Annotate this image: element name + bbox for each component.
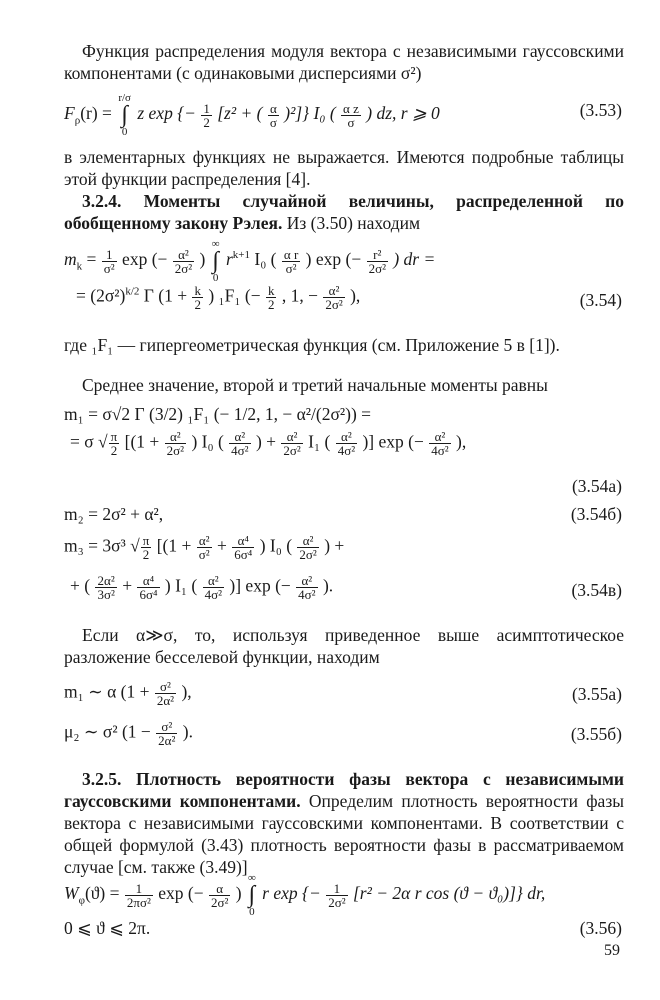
fraction xyxy=(102,248,117,275)
eq-text: ). xyxy=(322,575,334,596)
fraction xyxy=(197,534,212,561)
equation-3-53 xyxy=(64,92,440,138)
integral-sign: ∞ ∫ 0 xyxy=(211,238,220,284)
denominator: 2σ² xyxy=(210,894,229,910)
numerator: α² xyxy=(203,574,224,588)
eq-text: ) ₁F₁ (− xyxy=(208,285,261,306)
numerator: α z xyxy=(343,100,359,116)
equation-m1-line1: m₁ = σ√2 Γ (3/2) ₁F₁ (− 1/2, 1, − α²/(2σ²)) = xyxy=(64,404,372,424)
denominator: 2σ² xyxy=(325,297,343,312)
integral-sign: r/σ ∫ 0 xyxy=(118,92,131,138)
numerator: σ² xyxy=(155,680,176,694)
denominator: σ² xyxy=(285,260,297,276)
eq-text: z exp {− xyxy=(137,103,196,124)
fraction xyxy=(192,284,203,311)
int-lower: 0 xyxy=(249,906,255,918)
eq-text: k+1 xyxy=(232,249,250,262)
numerator: α r xyxy=(283,246,299,262)
denominator: 2 xyxy=(110,443,118,458)
equation-3-56-range: 0 ⩽ ϑ ⩽ 2π. xyxy=(64,918,151,938)
eq-text: r xyxy=(225,249,233,270)
eq-text: [(1 + xyxy=(124,431,160,452)
fraction xyxy=(232,534,254,561)
denominator: 4σ² xyxy=(298,587,316,602)
eq-text: [r² − 2α r cos (ϑ − ϑ₀)]} dr, xyxy=(352,883,546,904)
page-number: 59 xyxy=(604,942,620,959)
equation-m3-line2 xyxy=(70,574,333,601)
denominator: 6σ⁴ xyxy=(234,547,253,562)
integral-sign: ∞ ∫ 0 xyxy=(247,872,256,918)
paragraph-asymptotic: Если α≫σ, то, используя приведенное выше асимптотическое разложение бесселевой функции, находим xyxy=(64,625,624,667)
numerator: α² xyxy=(336,430,357,444)
eq-text: ) xyxy=(235,883,242,904)
section-heading: 3.2.5. Плотность вероятности фазы вектора с независимыми гауссовскими компонентами. xyxy=(64,769,624,811)
eq-text: ) I₁ ( xyxy=(164,575,198,596)
eq-text: I₁ ( xyxy=(308,431,331,452)
denominator: 2πσ² xyxy=(126,894,151,910)
fraction xyxy=(367,248,388,275)
int-upper: r/σ xyxy=(118,92,131,104)
numerator: α² xyxy=(165,430,186,444)
numerator: α² xyxy=(173,248,194,262)
eq-text: [(1 + xyxy=(156,535,192,556)
eq-text: exp (− xyxy=(158,883,204,904)
numerator: 2α² xyxy=(95,574,116,588)
eq-text: ), xyxy=(181,681,192,702)
denominator: σ² xyxy=(103,260,115,276)
numerator: α² xyxy=(229,430,250,444)
equation-number: (3.53) xyxy=(579,100,622,120)
equation-number: (3.54в) xyxy=(571,580,622,600)
eq-text: m xyxy=(64,249,77,270)
denominator: 2α² xyxy=(158,733,176,748)
fraction xyxy=(282,248,300,275)
denominator: 4σ² xyxy=(431,443,449,458)
eq-text: ) + xyxy=(324,535,345,556)
numerator: k xyxy=(194,283,201,298)
numerator: 1 xyxy=(125,882,153,896)
fraction xyxy=(209,882,230,909)
fraction xyxy=(137,574,159,601)
equation-3-55b xyxy=(64,720,193,747)
eq-text: F xyxy=(64,103,75,124)
eq-text: m₃ = 3σ³ √ xyxy=(64,535,140,556)
eq-text: exp (− xyxy=(122,249,168,270)
equation-m2: m₂ = 2σ² + α², xyxy=(64,504,164,524)
numerator: α xyxy=(209,882,230,896)
paragraph-moments: Среднее значение, второй и третий начальные моменты равны xyxy=(82,375,548,395)
eq-text: I₀ ( xyxy=(254,249,277,270)
equation-3-54-line1 xyxy=(64,238,435,284)
eq-text: ) I₀ ( xyxy=(259,535,293,556)
numerator: α² xyxy=(323,284,344,298)
denominator: 2 xyxy=(142,547,150,562)
numerator: k xyxy=(267,283,275,298)
denominator: 2 xyxy=(203,114,210,130)
denominator: 2σ² xyxy=(174,260,193,276)
eq-text: ) + xyxy=(255,431,277,452)
numerator: 1 xyxy=(203,100,210,116)
fraction xyxy=(201,102,212,129)
eq-text: )] exp (− xyxy=(362,431,424,452)
numerator: 1 xyxy=(102,248,117,262)
equation-number: (3.56) xyxy=(579,918,622,938)
fraction xyxy=(173,248,194,275)
fraction xyxy=(297,534,318,561)
equation-3-54-line2 xyxy=(76,284,360,311)
fraction xyxy=(266,284,277,311)
eq-text: [z² + ( xyxy=(217,103,263,124)
equation-number: (3.55б) xyxy=(570,724,622,744)
eq-text: + ( xyxy=(70,575,91,596)
eq-text: W xyxy=(64,883,79,904)
int-lower: 0 xyxy=(121,126,128,138)
fraction xyxy=(281,430,302,457)
denominator: 2σ² xyxy=(283,443,301,458)
section-text: Из (3.50) находим xyxy=(282,213,421,233)
numerator: α⁴ xyxy=(232,534,254,548)
numerator: π xyxy=(110,429,118,444)
denominator: 2 xyxy=(267,297,275,312)
eq-text: (r) = xyxy=(80,103,112,124)
eq-text: exp (− xyxy=(315,249,362,270)
equation-m3-line1 xyxy=(64,534,344,561)
paragraph-tables: в элементарных функциях не выражается. Имеются подробные таблицы этой функции распределения [4]. xyxy=(64,147,624,189)
numerator: 1 xyxy=(326,882,347,896)
fraction xyxy=(156,720,177,747)
fraction xyxy=(155,680,176,707)
numerator: α xyxy=(268,102,279,116)
fraction xyxy=(268,102,279,129)
eq-text: ), xyxy=(456,431,467,452)
eq-text: (ϑ) = xyxy=(84,883,120,904)
eq-text: + xyxy=(217,535,227,556)
eq-text: )] exp (− xyxy=(229,575,291,596)
eq-text: ) dz, r ⩾ 0 xyxy=(366,103,440,124)
denominator: σ² xyxy=(198,547,210,562)
numerator: α² xyxy=(197,534,212,548)
eq-text: ) xyxy=(199,249,206,270)
equation-number: (3.54) xyxy=(579,290,622,310)
equation-number: (3.54б) xyxy=(570,504,622,524)
numerator: σ² xyxy=(156,720,177,734)
numerator: α⁴ xyxy=(137,574,159,588)
eq-text: ) xyxy=(305,249,312,270)
fraction xyxy=(341,102,361,129)
eq-text: = xyxy=(86,249,97,270)
equation-number: (3.55а) xyxy=(571,684,622,704)
eq-text: μ₂ ∼ σ² (1 − xyxy=(64,721,151,742)
fraction xyxy=(336,430,357,457)
numerator: π xyxy=(142,533,150,548)
eq-text: φ xyxy=(78,894,85,907)
numerator: α² xyxy=(296,574,317,588)
section-heading: 3.2.4. Моменты случайной величины, распределенной по обобщенному закону Рэлея. xyxy=(64,191,624,233)
int-upper: ∞ xyxy=(247,872,256,884)
section-3-2-5 xyxy=(64,768,624,878)
eq-text: ) I₀ ( xyxy=(191,431,224,452)
fraction xyxy=(203,574,224,601)
eq-text: ) dr = xyxy=(393,249,436,270)
fraction xyxy=(109,430,120,457)
denominator: 2 xyxy=(194,297,201,312)
eq-text: k xyxy=(76,260,83,273)
denominator: 4σ² xyxy=(204,587,223,602)
equation-m1-line2 xyxy=(70,430,466,457)
equation-number: (3.54а) xyxy=(571,476,622,496)
paragraph-hypergeometric: где ₁F₁ — гипергеометрическая функция (см. Приложение 5 в [1]). xyxy=(64,335,560,355)
denominator: 3σ² xyxy=(97,587,115,602)
fraction xyxy=(323,284,344,311)
fraction xyxy=(229,430,250,457)
equation-3-55a xyxy=(64,680,192,707)
fraction xyxy=(141,534,152,561)
numerator: α² xyxy=(281,430,302,444)
denominator: 4σ² xyxy=(231,443,249,458)
equation-3-56 xyxy=(64,872,545,918)
paragraph-intro: Функция распределения модуля вектора с независимыми гауссовскими компонентами (с одинаковыми дисперсиями σ²) xyxy=(64,41,624,83)
denominator: 6σ⁴ xyxy=(139,587,158,602)
int-lower: 0 xyxy=(212,272,219,284)
eq-text: Γ (1 + xyxy=(139,285,188,306)
eq-text: r exp {− xyxy=(262,883,321,904)
numerator: α² xyxy=(429,430,450,444)
int-upper: ∞ xyxy=(211,238,220,250)
eq-text: = σ √ xyxy=(70,431,108,452)
numerator: α² xyxy=(297,534,318,548)
eq-text: ), xyxy=(350,285,361,306)
fraction xyxy=(165,430,186,457)
fraction xyxy=(95,574,116,601)
denominator: 2σ² xyxy=(166,443,185,458)
eq-text: ). xyxy=(182,721,193,742)
fraction xyxy=(296,574,317,601)
fraction xyxy=(429,430,450,457)
numerator: r² xyxy=(367,248,388,262)
eq-text: k/2 xyxy=(125,285,140,298)
denominator: 2α² xyxy=(156,693,175,708)
eq-text: = (2σ²) xyxy=(76,285,126,306)
eq-text: ρ xyxy=(74,114,81,127)
denominator: 2σ² xyxy=(299,547,317,562)
fraction xyxy=(326,882,347,909)
fraction xyxy=(125,882,153,909)
eq-text: + xyxy=(122,575,133,596)
denominator: 4σ² xyxy=(337,443,356,458)
eq-text: , 1, − xyxy=(281,285,318,306)
eq-text: )²]} I₀ ( xyxy=(284,103,336,124)
eq-text: m₁ ∼ α (1 + xyxy=(64,681,150,702)
denominator: σ xyxy=(269,114,277,130)
denominator: 2σ² xyxy=(328,894,346,910)
denominator: σ xyxy=(347,114,355,130)
section-text: Определим плотность вероятности фазы вектора с независимыми гауссовскими компонентами. В соответствии с общей формулой (3.43) плотность вероятности фазы в рассматриваемом случае [см. также (3.49)] xyxy=(64,791,624,877)
section-3-2-4 xyxy=(64,190,624,234)
denominator: 2σ² xyxy=(368,260,386,276)
